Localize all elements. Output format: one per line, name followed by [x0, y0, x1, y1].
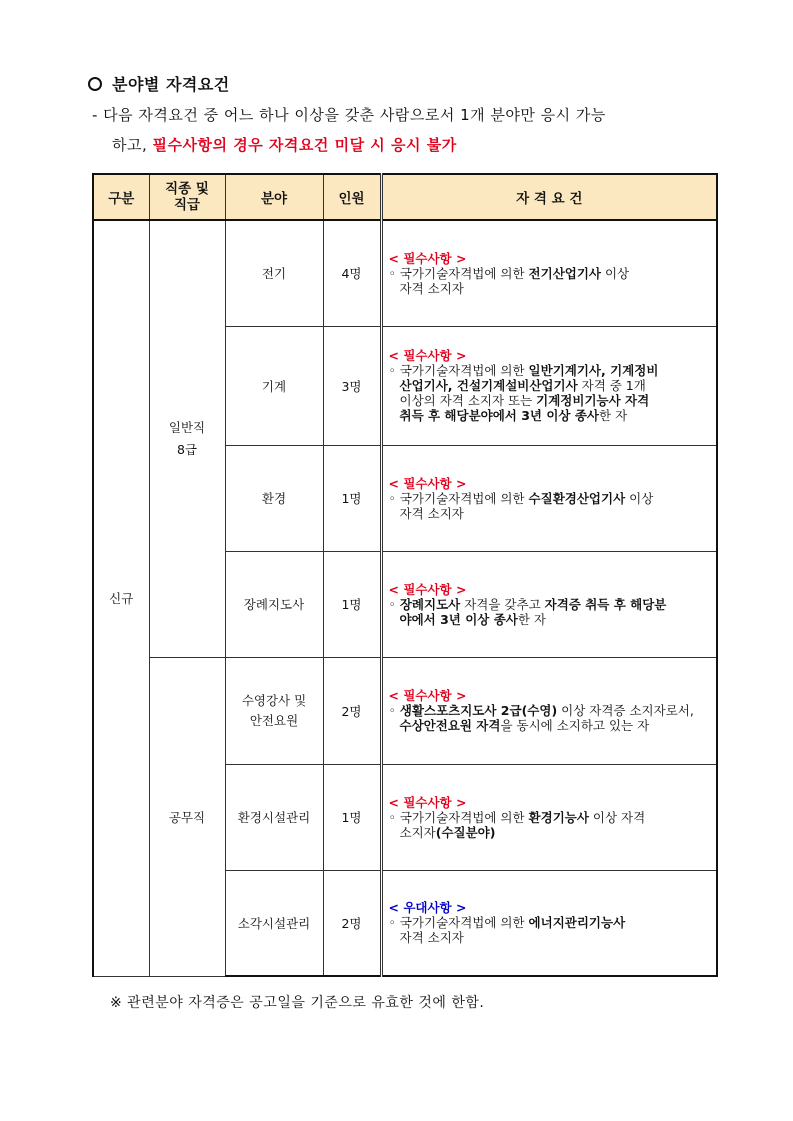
- intro-emphasis: 필수사항의 경우 자격요건 미달 시 응시 불가: [152, 136, 457, 154]
- requirement-cell: [381, 551, 717, 657]
- count-cell: 1명: [323, 551, 381, 657]
- requirement-text: 이상의 자격 소지자 또는: [399, 393, 537, 408]
- requirement-cell: [381, 445, 717, 551]
- group-general-cell: [149, 220, 225, 657]
- requirements-table: [92, 173, 718, 977]
- requirement-cell: [381, 764, 717, 870]
- requirement-line: 자격 소지자: [399, 280, 464, 296]
- requirement-text: 이상: [601, 265, 630, 281]
- field-cell: 환경: [225, 445, 323, 551]
- header-job: [149, 174, 225, 220]
- field-cell: [225, 657, 323, 764]
- requirement-line: [389, 393, 711, 408]
- section-heading-text: 분야별 자격요건: [112, 75, 230, 94]
- requirement-text: ◦ 국가기술자격법에 의한: [388, 265, 529, 281]
- table-row: [93, 220, 717, 326]
- requirement-line: [389, 266, 711, 281]
- table-header-row: [93, 174, 717, 220]
- intro-line-2: [112, 134, 457, 155]
- requirement-cell: [381, 326, 717, 445]
- requirement-text: 이상: [625, 490, 654, 506]
- requirement-bold: 장례지도사: [399, 596, 461, 612]
- requirement-line: [389, 378, 711, 393]
- requirement-bold: 자격증 취득 후 해당분: [544, 596, 667, 612]
- requirement-line: [389, 810, 711, 825]
- requirement-text: ◦ 국가기술자격법에 의한: [388, 915, 529, 931]
- header-category: 구분: [93, 174, 149, 220]
- requirement-bold: 야에서 3년 이상 종사: [399, 611, 518, 627]
- circle-bullet-icon: [88, 77, 102, 91]
- field-cell: 장례지도사: [225, 551, 323, 657]
- requirement-line: 자격 소지자: [399, 930, 464, 946]
- requirement-cell: [381, 870, 717, 976]
- count-cell: 1명: [323, 764, 381, 870]
- requirement-bold: 환경기능사: [528, 809, 589, 825]
- requirement-bold: 전기산업기사: [528, 265, 601, 281]
- requirement-line: [389, 363, 711, 378]
- requirement-bold: 일반기계기사, 기계정비: [528, 363, 659, 378]
- table-row: [93, 657, 717, 764]
- field-line-1: 수영강사 및: [241, 692, 307, 708]
- requirement-line: [389, 825, 711, 840]
- group-public-cell: 공무직: [149, 657, 225, 976]
- requirement-text: ◦: [388, 596, 400, 612]
- group-general-grade: 8급: [176, 441, 198, 457]
- requirement-bold: 수상안전요원 자격: [399, 718, 501, 733]
- group-general-name: 일반직: [168, 419, 206, 435]
- header-job-line-2: 직급: [173, 197, 201, 213]
- requirement-text: 한 자: [517, 611, 546, 627]
- requirement-line: [389, 915, 711, 930]
- requirement-line: [389, 612, 711, 627]
- header-count: 인원: [323, 174, 381, 220]
- required-tag: < 필수사항 >: [388, 475, 467, 491]
- requirement-text: ◦: [388, 703, 400, 718]
- count-cell: 3명: [323, 326, 381, 445]
- field-cell: 환경시설관리: [225, 764, 323, 870]
- requirement-cell: [381, 220, 717, 326]
- requirement-text: ◦ 국가기술자격법에 의한: [388, 809, 529, 825]
- requirement-bold: (수질분야): [435, 824, 496, 840]
- header-job-line-1: 직종 및: [165, 181, 209, 197]
- requirement-bold: 수질환경산업기사: [528, 490, 626, 506]
- requirement-text: ◦ 국가기술자격법에 의한: [388, 490, 529, 506]
- required-tag: < 필수사항 >: [388, 794, 467, 810]
- footnote: ※ 관련분야 자격증은 공고일을 기준으로 유효한 것에 한함.: [110, 995, 485, 1011]
- requirement-line: [389, 597, 711, 612]
- requirement-line: [389, 491, 711, 506]
- header-requirement: 자 격 요 건: [381, 174, 717, 220]
- header-field: 분야: [225, 174, 323, 220]
- requirement-line: [389, 408, 711, 423]
- field-cell: 기계: [225, 326, 323, 445]
- intro-line-1: - 다음 자격요건 중 어느 하나 이상을 갖춘 사람으로서 1개 분야만 응시 가능: [92, 106, 606, 124]
- requirement-bold: 산업기사, 건설기계설비산업기사: [399, 378, 578, 393]
- requirement-line: 자격 소지자: [399, 505, 464, 521]
- requirement-bold: 에너지관리기능사: [528, 915, 626, 931]
- required-tag: < 필수사항 >: [388, 688, 467, 703]
- count-cell: 1명: [323, 445, 381, 551]
- requirement-text: 이상 자격: [588, 809, 646, 825]
- requirement-line: [389, 703, 711, 718]
- requirement-bold: 기계정비기능사 자격: [536, 393, 650, 408]
- section-heading: [88, 72, 230, 95]
- requirement-text: 소지자: [399, 824, 436, 840]
- requirement-text: 이상 자격증 소지자로서,: [557, 703, 694, 718]
- field-line-2: 안전요원: [249, 712, 299, 728]
- requirement-bold: 생활스포츠지도사 2급(수영): [399, 703, 558, 718]
- field-cell: 소각시설관리: [225, 870, 323, 976]
- required-tag: < 필수사항 >: [388, 250, 467, 266]
- required-tag: < 필수사항 >: [388, 581, 467, 597]
- count-cell: 2명: [323, 870, 381, 976]
- requirement-text: 한 자: [599, 408, 628, 423]
- preferred-tag: < 우대사항 >: [388, 900, 467, 916]
- requirement-text: 을 동시에 소지하고 있는 자: [500, 718, 650, 733]
- requirement-text: ◦ 국가기술자격법에 의한: [388, 363, 529, 378]
- requirement-line: [389, 718, 711, 733]
- requirement-cell: [381, 657, 717, 764]
- required-tag: < 필수사항 >: [388, 348, 467, 363]
- requirement-text: 자격을 갖추고: [460, 596, 545, 612]
- requirement-text: 자격 중 1개: [577, 378, 646, 393]
- field-cell: 전기: [225, 220, 323, 326]
- requirement-bold: 취득 후 해당분야에서 3년 이상 종사: [399, 408, 600, 423]
- category-cell: 신규: [93, 220, 149, 976]
- count-cell: 2명: [323, 657, 381, 764]
- intro-line-2-prefix: 하고,: [112, 136, 153, 154]
- count-cell: 4명: [323, 220, 381, 326]
